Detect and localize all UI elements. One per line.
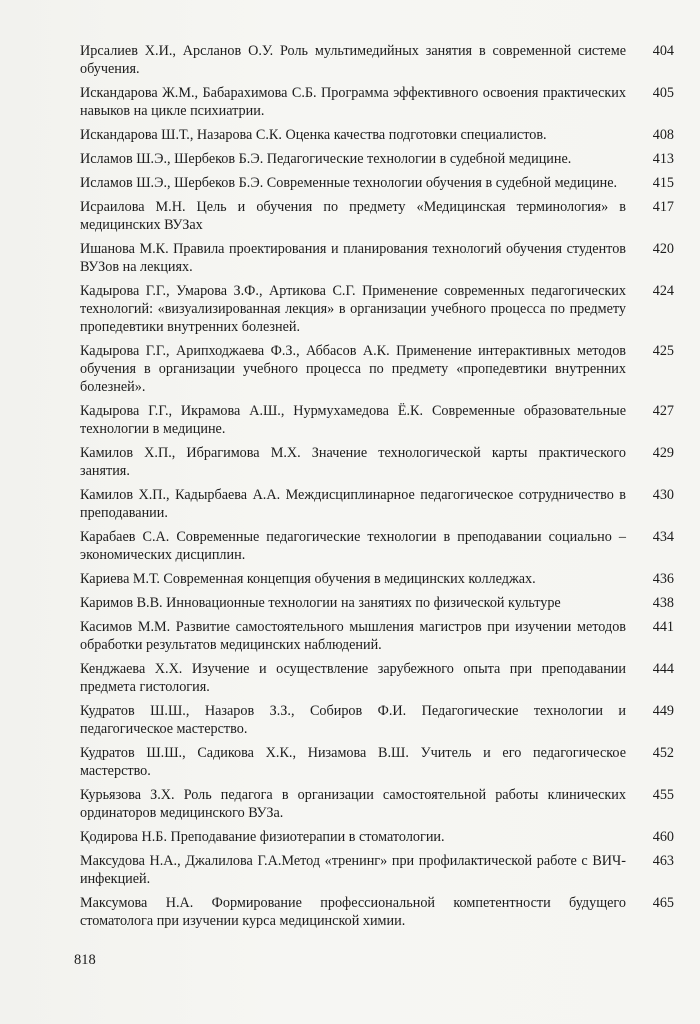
toc-entry-title: Исламов Ш.Э., Шербеков Б.Э. Современные технологии обучения в судебной медицине. <box>80 175 618 191</box>
toc-entry-page: 452 <box>652 745 674 761</box>
toc-entry <box>80 618 674 654</box>
toc-entry-title: Кудратов Ш.Ш., Садикова Х.К., Низамова В.Ш. Учитель и его педагогическое мастерство. <box>80 745 626 779</box>
toc-entry <box>80 282 674 336</box>
toc-entry-page: 436 <box>652 571 674 587</box>
toc-entry <box>80 702 674 738</box>
toc-entry <box>80 852 674 888</box>
toc-entry-page: 429 <box>652 445 674 461</box>
toc-entry-page: 463 <box>652 853 674 869</box>
toc-entry <box>80 444 674 480</box>
toc-entry-page: 449 <box>652 703 674 719</box>
toc-entry-page: 434 <box>652 529 674 545</box>
toc-entry-title: Максумова Н.А. Формирование профессиональной компетентности будущего стоматолога при изучении курса медицинской химии. <box>80 895 626 929</box>
toc-entry-title: Каримов В.В. Инновационные технологии на занятиях по физической культуре <box>80 595 561 611</box>
toc-entry-title: Камилов Х.П., Ибрагимова М.Х. Значение технологической карты практического занятия. <box>80 445 626 479</box>
toc-entry <box>80 828 674 846</box>
toc-entry-title: Кадырова Г.Г., Умарова З.Ф., Артикова С.Г. Применение современных педагогических технологий: «визуализированная лекция» в организации учебного процесса по предмету пропедевтики внутренних болезней. <box>80 283 626 335</box>
toc-entry-page: 460 <box>652 829 674 845</box>
toc-entry-page: 430 <box>652 487 674 503</box>
toc-entry <box>80 894 674 930</box>
toc-entry-title: Кариева М.Т. Современная концепция обучения в медицинских колледжах. <box>80 571 536 587</box>
toc-entry-title: Искандарова Ш.Т., Назарова С.К. Оценка качества подготовки специалистов. <box>80 127 547 143</box>
toc-entry <box>80 486 674 522</box>
toc-entry-page: 415 <box>652 175 674 191</box>
toc-entry-page: 438 <box>652 595 674 611</box>
toc-entry-title: Кенджаева Х.Х. Изучение и осуществление зарубежного опыта при преподавании предмета гистология. <box>80 661 626 695</box>
toc-entry-page: 465 <box>652 895 674 911</box>
toc-entry-page: 425 <box>652 343 674 359</box>
toc-entry-page: 424 <box>652 283 674 299</box>
table-of-contents <box>80 42 674 936</box>
toc-entry <box>80 126 674 144</box>
toc-entry-title: Касимов М.М. Развитие самостоятельного мышления магистров при изучении методов обработки результатов медицинских наблюдений. <box>80 619 626 653</box>
toc-entry-page: 444 <box>652 661 674 677</box>
toc-entry-title: Ирсалиев Х.И., Арсланов О.У. Роль мультимедийных занятия в современной системе обучения. <box>80 43 626 77</box>
toc-entry-title: Максудова Н.А., Джалилова Г.А.Метод «тренинг» при профилактической работе с ВИЧ-инфекцией. <box>80 853 626 887</box>
toc-entry-title: Искандарова Ж.М., Бабарахимова С.Б. Программа эффективного освоения практических навыков на цикле психиатрии. <box>80 85 626 119</box>
toc-entry <box>80 570 674 588</box>
toc-entry-page: 441 <box>652 619 674 635</box>
toc-entry-page: 455 <box>652 787 674 803</box>
toc-entry-title: Кудратов Ш.Ш., Назаров З.З., Собиров Ф.И. Педагогические технологии и педагогическое мастерство. <box>80 703 626 737</box>
toc-entry <box>80 528 674 564</box>
toc-entry <box>80 198 674 234</box>
toc-entry <box>80 744 674 780</box>
toc-entry <box>80 240 674 276</box>
toc-entry-page: 404 <box>652 43 674 59</box>
toc-entry-page: 417 <box>652 199 674 215</box>
toc-entry-title: Исраилова М.Н. Цель и обучения по предмету «Медицинская терминология» в медицинских ВУЗах <box>80 199 626 233</box>
toc-entry-page: 420 <box>652 241 674 257</box>
toc-entry-title: Қодирова Н.Б. Преподавание физиотерапии в стоматологии. <box>80 829 445 845</box>
toc-entry <box>80 786 674 822</box>
toc-entry-title: Ишанова М.К. Правила проектирования и планирования технологий обучения студентов ВУЗов на лекциях. <box>80 241 626 275</box>
toc-entry-page: 405 <box>652 85 674 101</box>
page-number: 818 <box>74 952 96 968</box>
toc-entry <box>80 402 674 438</box>
toc-entry-page: 408 <box>652 127 674 143</box>
toc-entry <box>80 84 674 120</box>
toc-entry-title: Карабаев С.А. Современные педагогические технологии в преподавании социально – экономических дисциплин. <box>80 529 626 563</box>
toc-entry-title: Курьязова З.Х. Роль педагога в организации самостоятельной работы клинических ординаторов медицинского ВУЗа. <box>80 787 626 821</box>
toc-entry-page: 413 <box>652 151 674 167</box>
toc-entry <box>80 42 674 78</box>
toc-entry-page: 427 <box>652 403 674 419</box>
toc-entry <box>80 660 674 696</box>
toc-entry <box>80 594 674 612</box>
toc-entry-title: Кадырова Г.Г., Икрамова А.Ш., Нурмухамедова Ё.К. Современные образовательные технологии в медицине. <box>80 403 626 437</box>
toc-entry <box>80 174 674 192</box>
toc-entry-title: Камилов Х.П., Кадырбаева А.А. Междисциплинарное педагогическое сотрудничество в преподавании. <box>80 487 626 521</box>
toc-entry-title: Исламов Ш.Э., Шербеков Б.Э. Педагогические технологии в судебной медицине. <box>80 151 572 167</box>
toc-entry <box>80 342 674 396</box>
toc-entry <box>80 150 674 168</box>
toc-entry-title: Кадырова Г.Г., Арипходжаева Ф.З., Аббасов А.К. Применение интерактивных методов обучения в организации учебного процесса по предмету «пропедевтики внутренних болезней». <box>80 343 626 395</box>
